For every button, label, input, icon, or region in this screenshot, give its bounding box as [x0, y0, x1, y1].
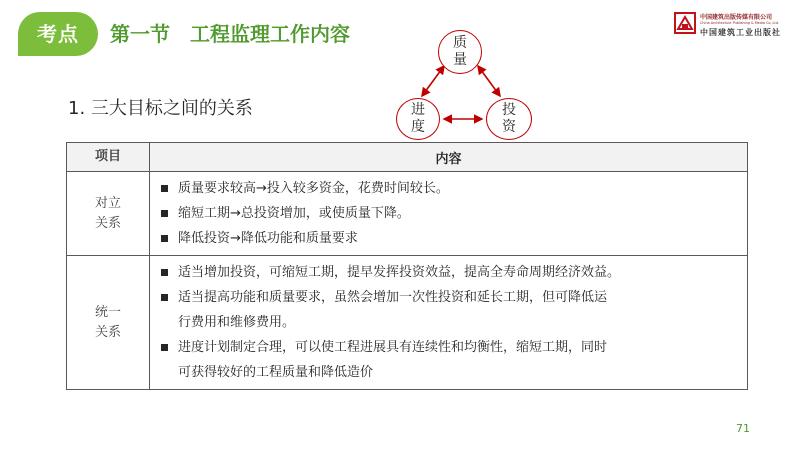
bullet-item: 降低投资→降低功能和质量要求 [160, 226, 739, 251]
row-label-unity [67, 256, 150, 390]
node-schedule-char-1: 进 [411, 102, 425, 118]
row-label-opposition [67, 172, 150, 256]
bullet-line-1: 适当提高功能和质量要求，虽然会增加一次性投资和延长工期，但可降低运 [178, 290, 608, 305]
node-quality-char-2: 量 [453, 52, 467, 68]
node-schedule-char-2: 度 [411, 119, 425, 135]
bullet-item: 适当增加投资，可缩短工期，提早发挥投资效益，提高全寿命周期经济效益。 [160, 260, 739, 285]
table-header-row [67, 143, 748, 172]
bullet-line-2: 行费用和维修费用。 [178, 315, 296, 330]
column-header-content: 内容 [150, 143, 748, 172]
page-number: 71 [736, 422, 750, 435]
table-row-opposition [67, 172, 748, 256]
publisher-logo-icon [674, 12, 696, 34]
topic-badge: 考点 [18, 12, 98, 56]
node-quality [438, 30, 482, 74]
relations-table [66, 142, 748, 390]
bullet-line-2: 可获得较好的工程质量和降低造价 [178, 365, 374, 380]
row-label-line: 关系 [94, 215, 121, 231]
node-quality-char-1: 质 [453, 35, 467, 51]
publisher-name-en: China Architecture Publishing & Media Co.,Ltd. [700, 21, 779, 25]
publisher-logo [674, 10, 792, 44]
arrow-quality-schedule [422, 66, 444, 96]
bullet-item [160, 335, 739, 385]
section-title: 第一节 工程监理工作内容 [110, 22, 350, 46]
row-label-line: 统一 [94, 304, 121, 320]
column-header-item: 项目 [67, 143, 150, 172]
node-investment-char-1: 投 [502, 102, 516, 118]
three-goals-diagram [392, 24, 542, 140]
row-content-unity [150, 256, 748, 390]
node-investment-char-2: 资 [502, 119, 516, 135]
bullet-item: 质量要求较高→投入较多资金，花费时间较长。 [160, 176, 739, 201]
row-label-line: 关系 [94, 324, 121, 340]
row-content-opposition [150, 172, 748, 256]
row-label-line: 对立 [94, 195, 121, 211]
arrow-quality-investment [478, 66, 500, 96]
node-schedule [396, 98, 440, 140]
press-name: 中国建筑工业出版社 [700, 27, 781, 37]
table-row-unity [67, 256, 748, 390]
publisher-name-cn: 中国建筑出版传媒有限公司 [700, 14, 773, 21]
bullet-item: 缩短工期→总投资增加，或使质量下降。 [160, 201, 739, 226]
bullet-item [160, 285, 739, 335]
bullet-line-1: 进度计划制定合理，可以使工程进展具有连续性和均衡性，缩短工期，同时 [178, 340, 608, 355]
page-heading: 1. 三大目标之间的关系 [68, 98, 253, 119]
node-investment [486, 98, 532, 140]
